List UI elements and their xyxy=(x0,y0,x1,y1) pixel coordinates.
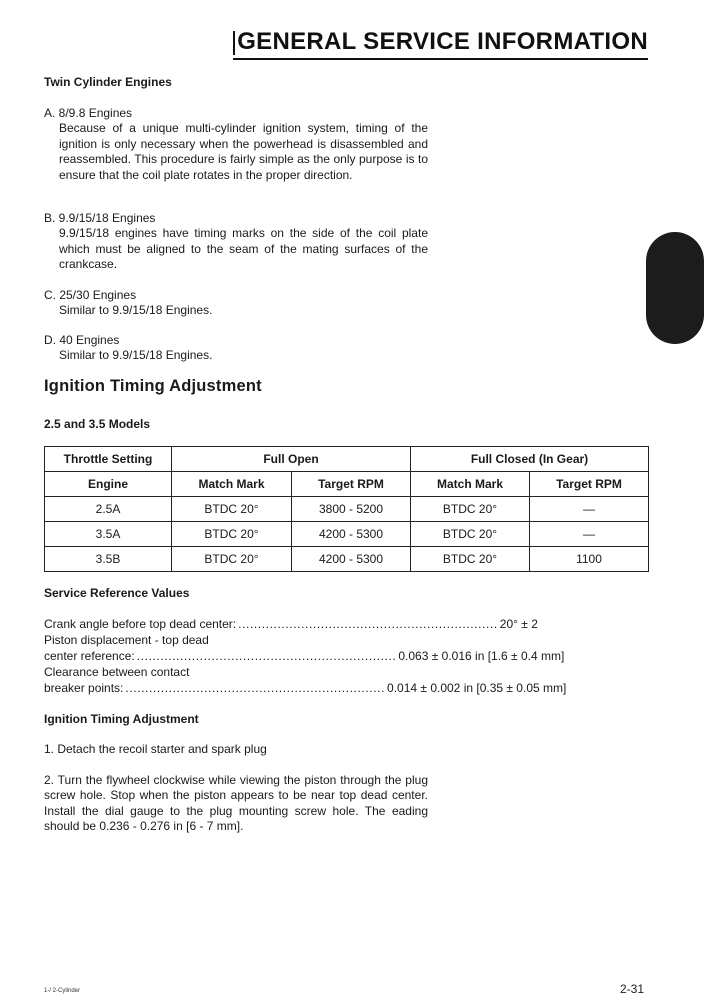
table-header-match-mark-closed: Match Mark xyxy=(411,472,530,497)
reference-values xyxy=(44,616,567,696)
crank-angle-value: 20° ± 2 xyxy=(499,617,538,631)
table-header-throttle: Throttle Setting xyxy=(45,447,172,472)
crank-angle-label: Crank angle before top dead center: xyxy=(44,617,237,631)
table-cell: BTDC 20° xyxy=(172,497,292,522)
table-cell: 4200 - 5300 xyxy=(292,522,411,547)
table-cell: BTDC 20° xyxy=(411,497,530,522)
table-cell: 1100 xyxy=(530,547,649,572)
models-heading: 2.5 and 3.5 Models xyxy=(44,417,151,431)
timing-table xyxy=(44,446,649,572)
table-header-target-rpm-open: Target RPM xyxy=(292,472,411,497)
table-cell: — xyxy=(530,497,649,522)
header-rule xyxy=(233,58,648,60)
leader-dots: .................................................................. xyxy=(125,681,386,695)
procedure-step-1: 1. Detach the recoil starter and spark plug xyxy=(44,742,267,756)
twin-item-b-text: 9.9/15/18 engines have timing marks on the side of the coil plate which must be aligned to the seam of the mating surfaces of the crankcase. xyxy=(59,226,428,272)
reference-heading: Service Reference Values xyxy=(44,586,190,600)
table-header-engine: Engine xyxy=(45,472,172,497)
leader-dots: .................................................................. xyxy=(238,617,498,631)
clearance-line1: Clearance between contact xyxy=(44,665,190,679)
twin-item-a-text: Because of a unique multi-cylinder ignition system, timing of the ignition is only necessary when the powerhead is disassembled and reassembled. This procedure is fairly simple as the only purpose is to ensure that the coil plate rotates in the proper direction. xyxy=(59,121,428,182)
section-heading: Ignition Timing Adjustment xyxy=(44,377,262,395)
page-number: 2-31 xyxy=(619,982,644,996)
table-cell: 3.5A xyxy=(45,522,172,547)
table-header-full-closed: Full Closed (In Gear) xyxy=(411,447,649,472)
table-header-target-rpm-closed: Target RPM xyxy=(530,472,649,497)
piston-label: center reference: xyxy=(44,649,135,663)
twin-item-a-label: A. 8/9.8 Engines xyxy=(44,106,133,120)
table-row xyxy=(45,547,649,572)
section-thumb-tab xyxy=(646,232,704,344)
table-cell: 2.5A xyxy=(45,497,172,522)
header-cursor-mark xyxy=(233,31,235,55)
table-header-full-open: Full Open xyxy=(172,447,411,472)
table-cell: 3.5B xyxy=(45,547,172,572)
twin-item-d-text: Similar to 9.9/15/18 Engines. xyxy=(59,348,213,363)
procedure-heading: Ignition Timing Adjustment xyxy=(44,712,199,726)
table-row xyxy=(45,522,649,547)
piston-line1: Piston displacement - top dead xyxy=(44,633,209,647)
twin-item-c-label: C. 25/30 Engines xyxy=(44,288,137,302)
twin-item-c-text: Similar to 9.9/15/18 Engines. xyxy=(59,303,213,318)
twin-item-d xyxy=(44,333,428,364)
twin-item-a xyxy=(44,106,428,183)
clearance-label: breaker points: xyxy=(44,681,124,695)
piston-value: 0.063 ± 0.016 in [1.6 ± 0.4 mm] xyxy=(398,649,565,663)
twin-item-b-label: B. 9.9/15/18 Engines xyxy=(44,211,156,225)
leader-dots: .................................................................. xyxy=(136,649,397,663)
table-header-match-mark-open: Match Mark xyxy=(172,472,292,497)
table-row xyxy=(45,497,649,522)
twin-item-c xyxy=(44,288,428,319)
table-cell: BTDC 20° xyxy=(172,547,292,572)
table-cell: — xyxy=(530,522,649,547)
table-cell: BTDC 20° xyxy=(411,522,530,547)
crank-angle-row xyxy=(44,616,538,632)
page-title: GENERAL SERVICE INFORMATION xyxy=(237,28,648,55)
table-group-header-row xyxy=(45,447,649,472)
procedure-step-2: 2. Turn the flywheel clockwise while viewing the piston through the plug screw hole. Stop when the piston appears to be near top dead center. Install the dial gauge to the plug mounting screw hole. The eading should be 0.236 - 0.276 in [6 - 7 mm]. xyxy=(44,773,428,834)
clearance-row xyxy=(44,680,567,696)
piston-row xyxy=(44,648,565,664)
twin-cylinder-heading: Twin Cylinder Engines xyxy=(44,75,172,89)
table-cell: BTDC 20° xyxy=(411,547,530,572)
twin-item-d-label: D. 40 Engines xyxy=(44,333,120,347)
table-sub-header-row xyxy=(45,472,649,497)
table-cell: 3800 - 5200 xyxy=(292,497,411,522)
table-cell: 4200 - 5300 xyxy=(292,547,411,572)
clearance-value: 0.014 ± 0.002 in [0.35 ± 0.05 mm] xyxy=(387,681,567,695)
twin-item-b xyxy=(44,211,428,273)
table-cell: BTDC 20° xyxy=(172,522,292,547)
footer-chapter-label: 1-/ 2-Cylinder xyxy=(44,988,81,994)
